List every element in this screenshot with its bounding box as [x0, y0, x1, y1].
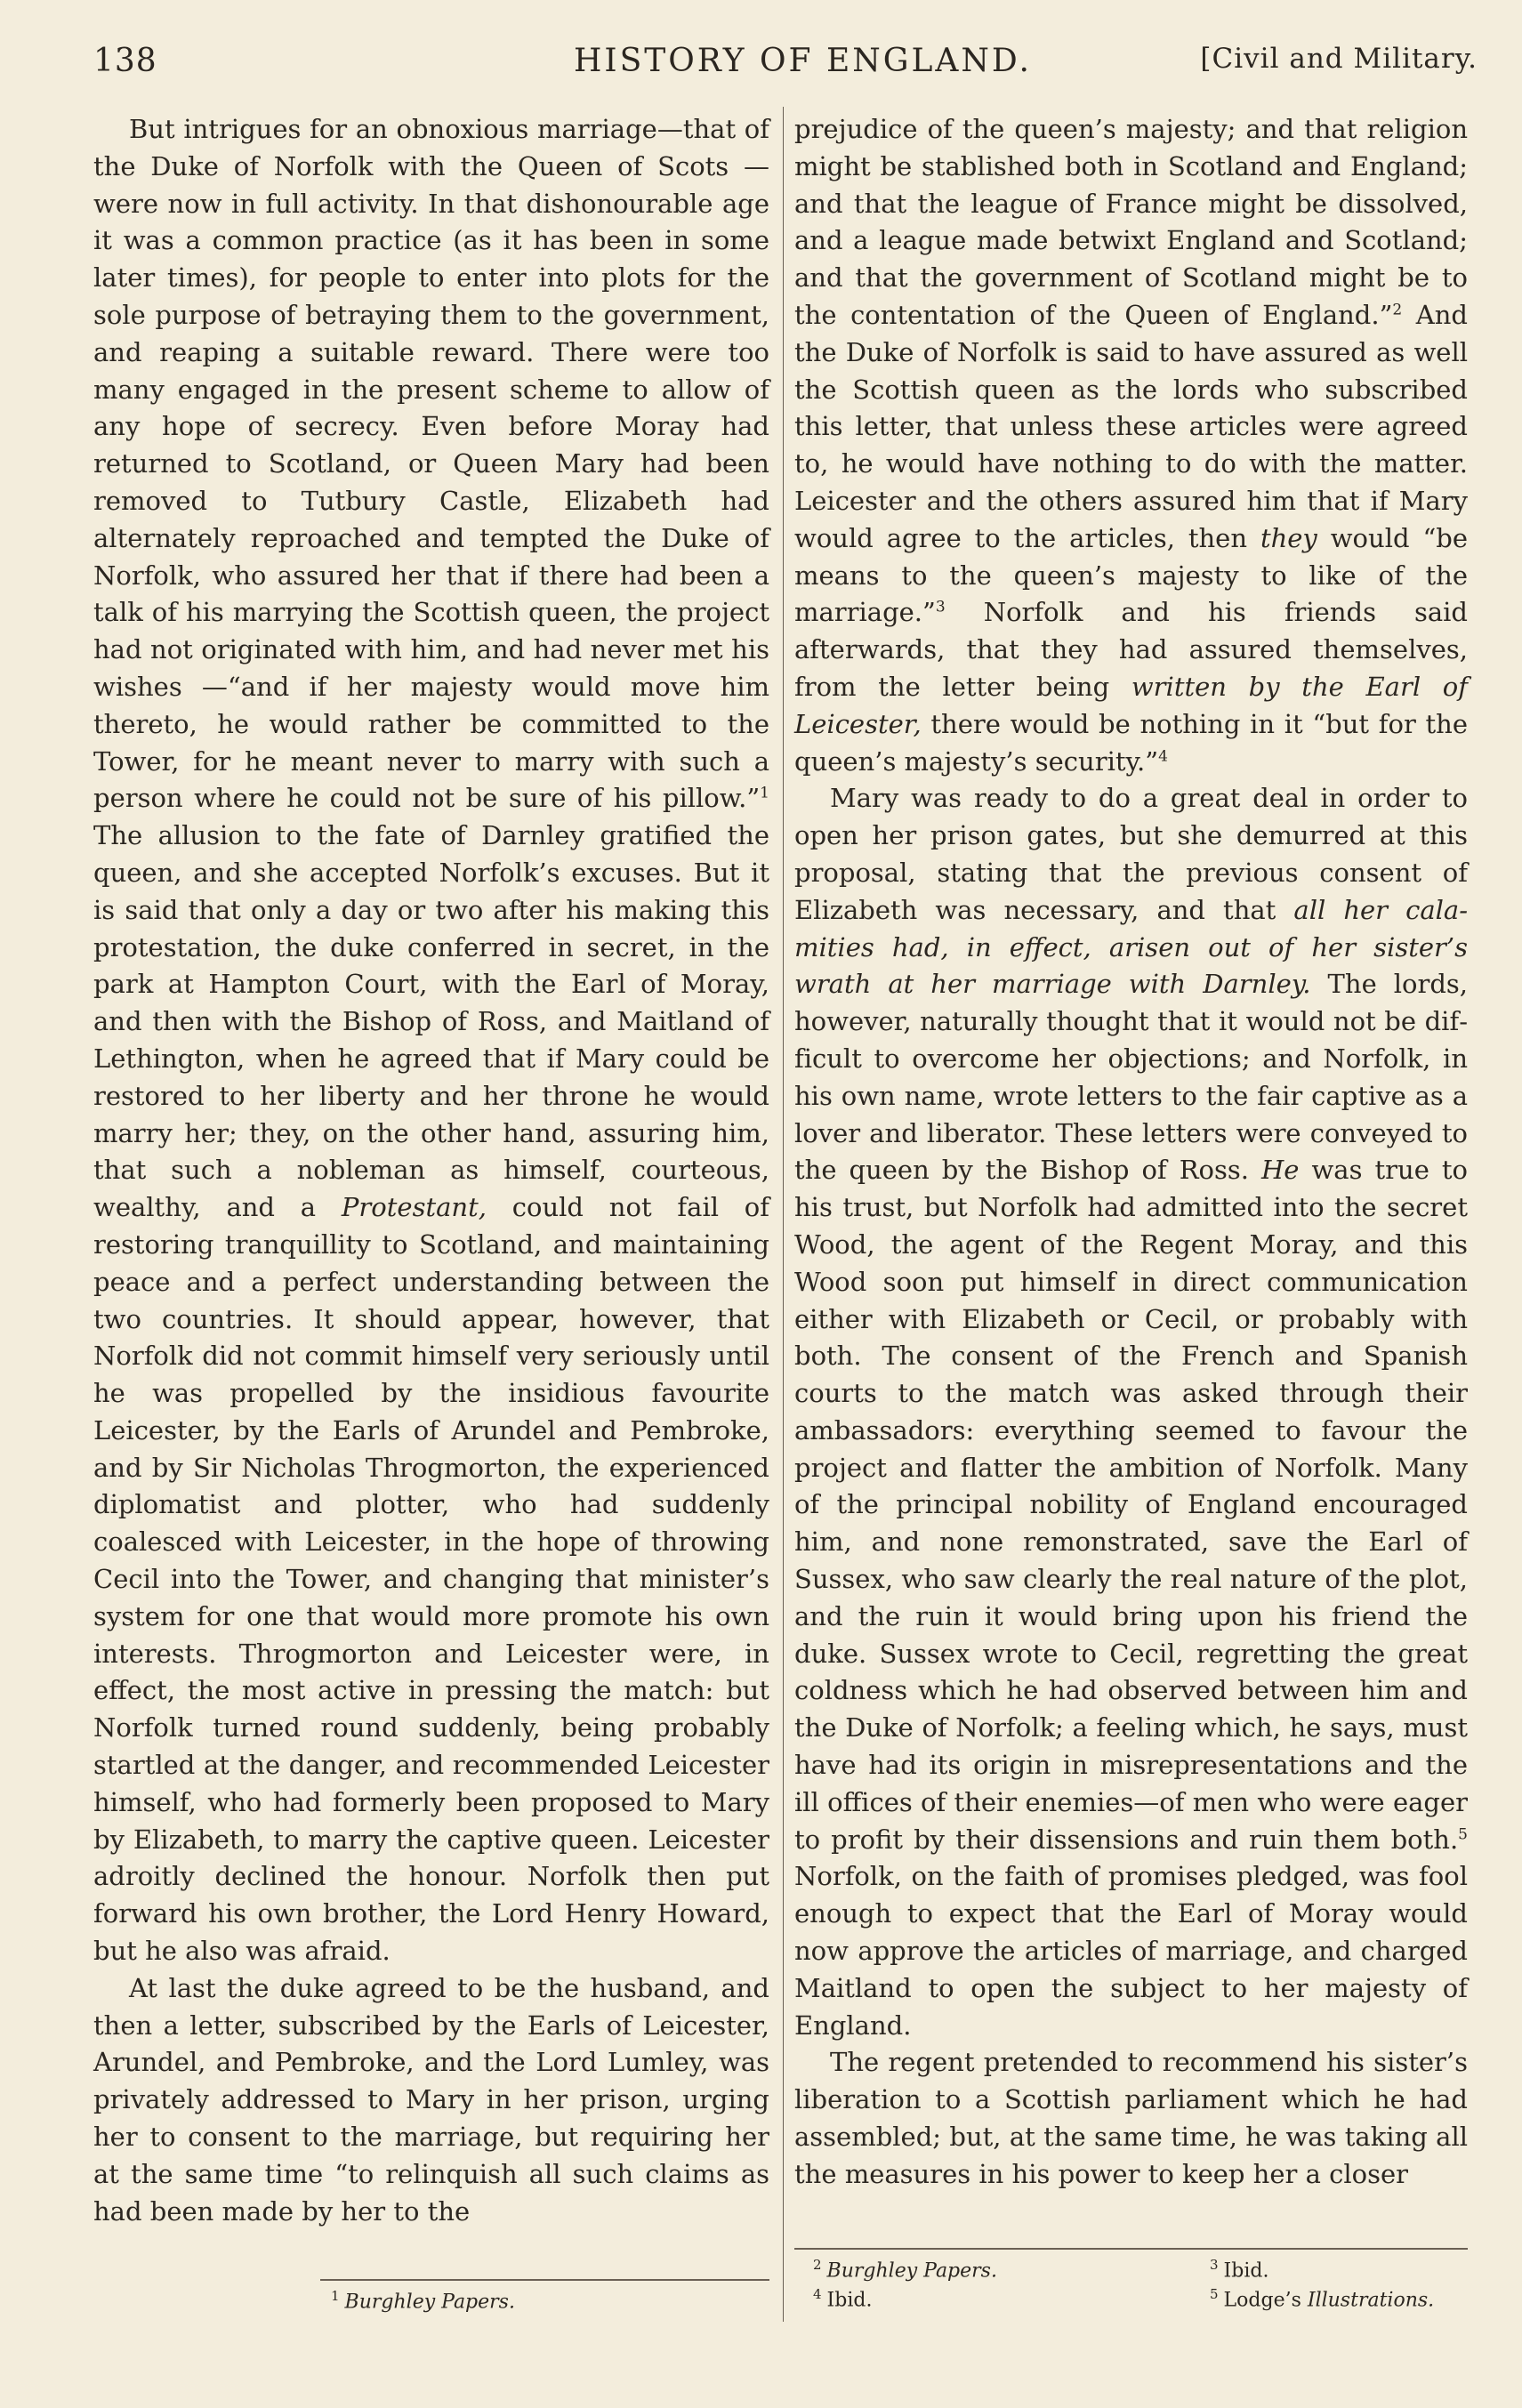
section-title: [Civil and Military. — [1200, 43, 1478, 75]
footnote-ref: 5 — [1458, 1825, 1468, 1843]
footnote-rule — [794, 2248, 1468, 2250]
right-column — [794, 111, 1468, 2194]
page-number: 138 — [93, 43, 157, 79]
footnote-3: $^3$ Ibid. — [1210, 2257, 1269, 2283]
column-divider — [783, 107, 784, 2322]
footnote-4: $^4$ Ibid. — [813, 2286, 873, 2312]
footnote-rule — [320, 2279, 769, 2281]
paragraph: But intrigues for an obnoxious marriage—that of the Duke of Norfolk with the Queen of Scots —were now in full activity. In that dishonourable age it was a common practice (as it has been in some later times), for people to enter into plots for the sole purpose of betraying them to the government, and reaping a suitable reward. There were too many engaged in the present scheme to allow of any hope of secrecy. Even before Moray had returned to Scotland, or Queen Mary had been removed to Tutbury Castle, Elizabeth had alternately reproached and tempted the Duke of Norfolk, who assured her that if there had been a talk of his marrying the Scottish queen, the project had not originated with him, and had never met his wishes —“and if her majesty would move him thereto, he would rather be committed to the Tower, for he meant never to marry with such a person where he could not be sure of his pillow.”$^1$ The allusion to the fate of Darnley gratified the queen, and she accepted Norfolk’s excuses. But it is said that only a day or two after his making this protestation, the duke conferred in secret, in the park at Hampton Court, with the Earl of Moray, and then with the Bishop of Ross, and Maitland of Lethington, when he agreed that if Mary could be restored to her liberty and her throne he would marry her; they, on the other hand, assuring him, that such a nobleman as himself, courteous, wealthy, and a Protestant, could not fail of restoring tranquillity to Scotland, and maintaining peace and a perfect understanding between the two countries. It should appear, however, that Norfolk did not commit himself very seriously until he was propelled by the insidious favourite Leicester, by the Earls of Arundel and Pembroke, and by Sir Nicholas Throgmorton, the experienced diplomatist and plotter, who had suddenly coalesced with Leicester, in the hope of throwing Cecil into the Tower, and changing that minister’s system for one that would more promote his own interests. Throgmorton and Leicester were, in effect, the most active in pressing the match: but Norfolk turned round suddenly, being probably startled at the danger, and recommended Leicester himself, who had formerly been proposed to Mary by Elizabeth, to marry the captive queen. Leicester adroitly declined the honour. Norfolk then put forward his own brother, the Lord Henry Howard, but he also was afraid. — [93, 114, 770, 1967]
footnote-ref: 1 — [760, 784, 769, 802]
paragraph: The regent pretended to recommend his sister’s liberation to a Scottish parliament which he had assembled; but, at the same time, he was taking all the measures in his power to keep her a closer — [794, 2047, 1468, 2189]
footnote-5: $^5$ Lodge’s Illustrations. — [1210, 2286, 1435, 2312]
footnote-1: $^1$ Burghley Papers. — [331, 2288, 515, 2314]
footnote-2: $^2$ Burghley Papers. — [813, 2257, 997, 2283]
left-column — [93, 111, 769, 2230]
footnote-ref: 3 — [935, 598, 946, 616]
paragraph: Mary was ready to do a great deal in order to open her prison gates, but she demurred at this proposal, stating that the previous consent of Elizabeth was necessary, and that all her calamities had, in effect, arisen out of her sister’s wrath at her marriage with Darnley. The lords, however, naturally thought that it would not be difficult to overcome her objections; and Norfolk, in his own name, wrote letters to the fair captive as a lover and liberator. These letters were conveyed to the queen by the Bishop of Ross. He was true to his trust, but Norfolk had admitted into the secret Wood, the agent of the Regent Moray, and this Wood soon put himself in direct communication either with Elizabeth or Cecil, or probably with both. The consent of the French and Spanish courts to the match was asked through their ambassadors: everything seemed to favour the project and flatter the ambition of Norfolk. Many of the principal nobility of England encouraged him, and none remonstrated, save the Earl of Sussex, who saw clearly the real nature of the plot, and the ruin it would bring upon his friend the duke. Sussex wrote to Cecil, regretting the great coldness which he had observed between him and the Duke of Norfolk; a feeling which, he says, must have had its origin in misrepresentations and the ill offices of their enemies—of men who were eager to profit by their dissensions and ruin them both.$^5$ Norfolk, on the faith of promises pledged, was fool enough to expect that the Earl of Moray would now approve the articles of marriage, and charged Maitland to open the subject to her majesty of England. — [794, 783, 1469, 2041]
running-header — [93, 43, 1478, 87]
footnote-ref: 4 — [1158, 746, 1168, 765]
paragraph: At last the duke agreed to be the husband, and then a letter, subscribed by the Earls of Leicester, Arundel, and Pembroke, and the Lord Lumley, was privately addressed to Mary in her prison, urging her to consent to the marriage, but requiring her at the same time “to relinquish all such claims as had been made by her to the — [93, 1972, 769, 2227]
footnote-ref: 2 — [1392, 301, 1403, 319]
book-title: HISTORY OF ENGLAND. — [574, 43, 1032, 79]
paragraph: prejudice of the queen’s majesty; and that religion might be stablished both in Scotland and England; and that the league of France might be dissolved, and a league made betwixt England and Scotland; and that the government of Scotland might be to the contentation of the Queen of England.”$^2$ And the Duke of Norfolk is said to have assured as well the Scottish queen as the lords who subscribed this letter, that unless these articles were agreed to, he would have nothing to do with the matter. Leicester and the others assured him that if Mary would agree to the articles, then they would “be means to the queen’s majesty to like of the marriage.”$^3$ Norfolk and his friends said afterwards, that they had assured themselves, from the letter being written by the Earl of Leicester, there would be nothing in it “but for the queen’s majesty’s security.”$^4$ — [794, 114, 1468, 777]
